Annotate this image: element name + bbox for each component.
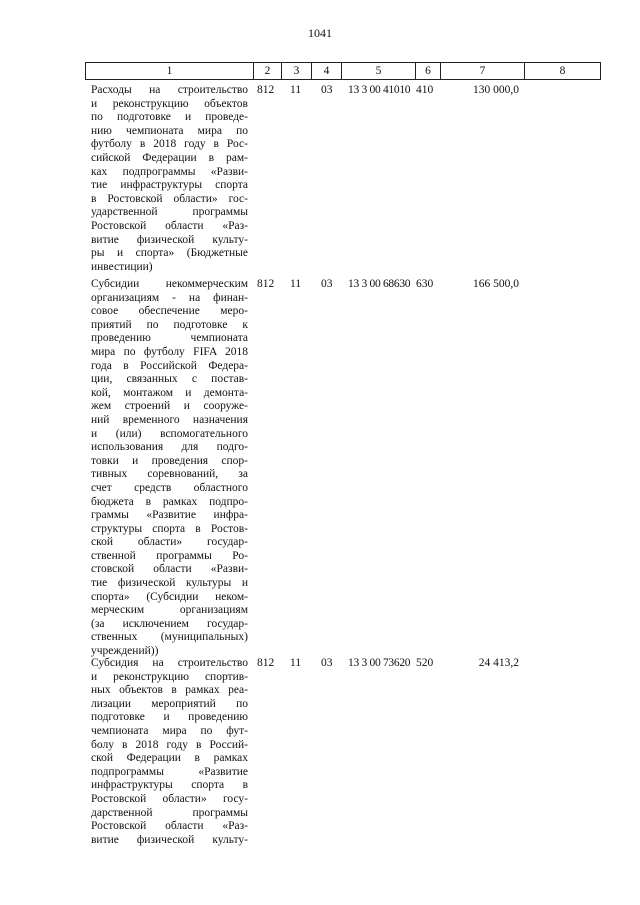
row-description [91,278,248,659]
page-number: 1041 [308,26,332,40]
description-line: чемпионата мира по фут- [91,724,248,737]
cell-section-code: 11 [290,84,302,96]
cell-expense-type-code: 520 [416,657,434,669]
description-line: (за исключением государ- [91,617,248,630]
description-line: ных объектов в рамках реа- [91,684,248,697]
row-description [91,657,248,847]
cell-ministry-code: 812 [257,657,275,669]
description-line: тие физической культуры и [91,577,248,590]
column-header-6: 6 [415,63,440,79]
description-line: кой, монтажом и демонта- [91,386,248,399]
description-line: ках подпрограммы «Разви- [91,165,248,178]
description-line: в Ростовской области» гос- [91,192,248,205]
description-line: жем строений и сооруже- [91,400,248,413]
table-header-row [85,62,601,80]
description-line: ской области» государ- [91,536,248,549]
description-line: витие физической культу- [91,833,248,846]
cell-amount: 130 000,0 [473,84,519,96]
description-line: сийской Федерации в рам- [91,151,248,164]
cell-subsection-code: 03 [321,84,333,96]
description-line: по подготовке и проведе- [91,111,248,124]
description-line: ской Федерации в рамках [91,752,248,765]
column-header-5: 5 [341,63,415,79]
cell-subsection-code: 03 [321,657,333,669]
cell-section-code: 11 [290,657,302,669]
description-line: дарственной программы [91,806,248,819]
description-line: инвестиции) [91,260,153,273]
description-line: граммы «Развитие инфра- [91,509,248,522]
description-line: бюджета в рамках подпро- [91,495,248,508]
description-line: мерческим организациям [91,604,248,617]
description-line: счет средств областного [91,481,248,494]
description-line: болу в 2018 году в Россий- [91,738,248,751]
cell-ministry-code: 812 [257,84,275,96]
description-line: лизации мероприятий по [91,697,248,710]
description-line: ударственной программы [91,206,248,219]
cell-subsection-code: 03 [321,278,333,290]
description-line: и (или) вспомогательного [91,427,248,440]
description-line: подготовке и проведению [91,711,248,724]
description-line: структуры спорта в Ростов- [91,522,248,535]
description-line: проведению чемпионата [91,332,248,345]
description-line: учреждений)) [91,645,159,658]
column-header-4: 4 [311,63,341,79]
description-line: футболу в 2018 году в Рос- [91,138,248,151]
column-header-1: 1 [166,65,173,77]
description-line: витие физической культу- [91,233,248,246]
column-header-7: 7 [440,63,524,79]
description-line: и реконструкцию спортив- [91,670,248,683]
description-line: использования для подго- [91,441,248,454]
description-line: Субсидия на строительство [91,657,248,669]
cell-ministry-code: 812 [257,278,275,290]
description-line: Ростовской области «Раз- [91,820,248,833]
description-line: инфраструктуры спорта в [91,779,248,792]
column-header-2: 2 [253,63,281,79]
description-line: товки и проведения спор- [91,454,248,467]
cell-target-article-code: 13 3 00 41010 [348,84,411,96]
cell-target-article-code: 13 3 00 73620 [348,657,411,669]
description-line: Расходы на строительство [91,84,248,96]
description-line: ры и спорта» (Бюджетные [91,247,248,260]
description-line: тие инфраструктуры спорта [91,179,248,192]
row-description [91,84,248,274]
description-line: и реконструкцию объектов [91,97,248,110]
cell-section-code: 11 [290,278,302,290]
description-line: Субсидии некоммерческим [91,278,248,290]
description-line: года в Российской Федера- [91,359,248,372]
budget-table [85,62,601,846]
description-line: приятий по подготовке к [91,318,248,331]
column-header-3: 3 [281,63,311,79]
description-line: ции, связанных с постав- [91,373,248,386]
cell-target-article-code: 13 3 00 68630 [348,278,411,290]
cell-expense-type-code: 630 [416,278,434,290]
description-line: подпрограммы «Развитие [91,765,248,778]
cell-amount: 24 413,2 [478,657,519,669]
description-line: тивных соревнований, за [91,468,248,481]
description-line: ственной программы Ро- [91,549,248,562]
cell-amount: 166 500,0 [473,278,519,290]
description-line: Ростовской области «Раз- [91,219,248,232]
description-line: ственных (муниципальных) [91,631,248,644]
description-line: нию чемпионата мира по [91,124,248,137]
description-line: спорта» (Субсидии неком- [91,590,248,603]
description-line: Ростовской области» госу- [91,792,248,805]
cell-expense-type-code: 410 [416,84,434,96]
description-line: совое обеспечение меро- [91,305,248,318]
column-header-8: 8 [524,63,600,79]
description-line: мира по футболу FIFA 2018 [91,345,248,358]
description-line: стовской области «Разви- [91,563,248,576]
description-line: организациям - на финан- [91,291,248,304]
description-line: ний временного назначения [91,413,248,426]
